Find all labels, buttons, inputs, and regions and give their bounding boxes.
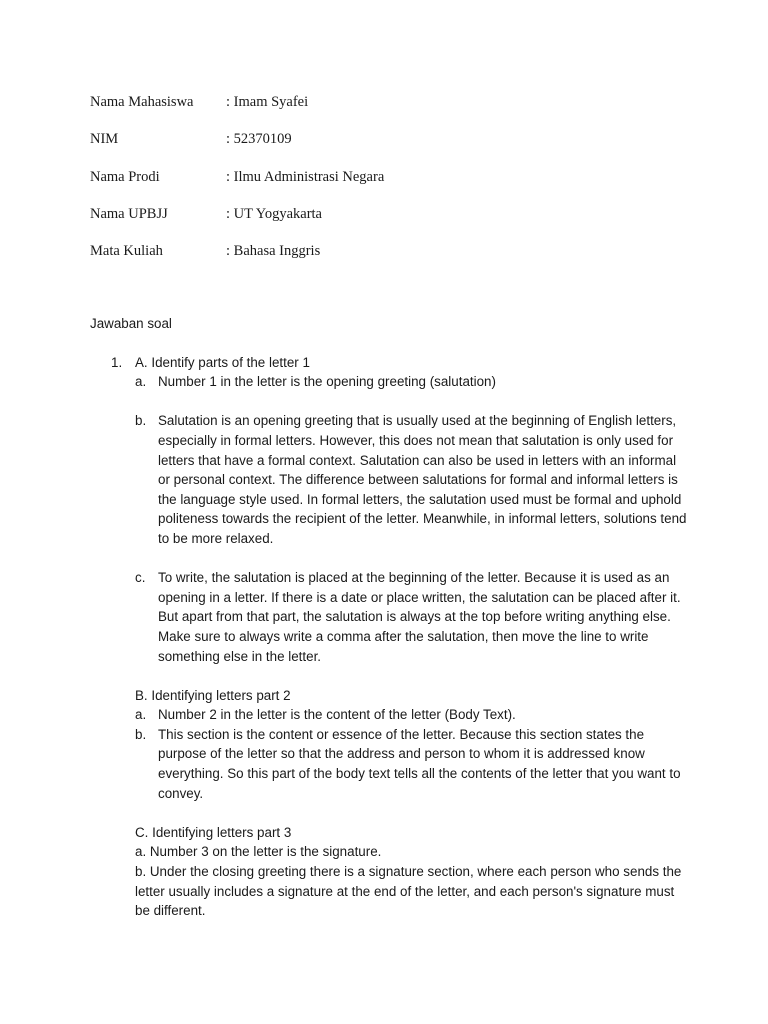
item-letter: c. xyxy=(135,570,146,586)
identity-row-prodi xyxy=(90,166,384,203)
identity-row-name xyxy=(90,91,384,128)
identity-value: : Ilmu Administrasi Negara xyxy=(226,168,385,185)
identity-label: Nama Prodi xyxy=(90,168,160,185)
part-c-item-b: b. Under the closing greeting there is a signature section, where each person who sends the letter usually includes a signature at the end of the letter, and each person's signature must be different. xyxy=(135,864,682,919)
item-letter: a. xyxy=(135,707,147,723)
part-a-title: A. Identify parts of the letter 1 xyxy=(135,354,310,370)
part-b-item-b xyxy=(90,725,690,803)
identity-row-course xyxy=(90,240,384,277)
part-c-title: C. Identifying letters part 3 xyxy=(135,824,292,840)
part-a-item-c xyxy=(90,568,690,666)
part-b-item-a xyxy=(90,705,690,725)
student-identity xyxy=(90,91,384,277)
item-text: To write, the salutation is placed at the beginning of the letter. Because it is used as an opening in a letter. If there is a date or place written, the salutation can be placed after it. But apart from that part, the salutation is always at the top before writing anything else. Make sure to always write a comma after the salutation, then move the line to write something else in the letter. xyxy=(158,570,681,664)
question-1 xyxy=(90,353,690,373)
identity-value: : UT Yogyakarta xyxy=(226,205,322,222)
identity-row-nim xyxy=(90,128,384,165)
identity-value: : 52370109 xyxy=(226,131,292,148)
answers-heading: Jawaban soal xyxy=(90,316,172,331)
part-b-title: B. Identifying letters part 2 xyxy=(135,687,291,703)
part-a-item-a xyxy=(90,372,690,392)
item-text: This section is the content or essence of the letter. Because this section states the purpose of the letter so that the address and person to whom it is addressed know everything. So this part of the body text tells all the contents of the letter that you want to convey. xyxy=(158,726,681,801)
part-c-item-a: a. Number 3 on the letter is the signature. xyxy=(135,844,382,860)
item-text: Salutation is an opening greeting that is usually used at the beginning of English letters, especially in formal letters. However, this does not mean that salutation is only used for letters that have a formal context. Salutation can also be used in letters with an informal or personal context. The difference between salutations for formal and informal letters is the language style used. In formal letters, the salutation used must be formal and uphold politeness towards the recipient of the letter. Meanwhile, in informal letters, solutions tend to be more relaxed. xyxy=(158,413,687,546)
question-number: 1. xyxy=(111,354,123,370)
identity-label: Nama Mahasiswa xyxy=(90,94,194,110)
item-text: Number 1 in the letter is the opening greeting (salutation) xyxy=(158,374,496,390)
identity-value: : Imam Syafei xyxy=(226,94,309,110)
identity-label: NIM xyxy=(90,131,119,148)
item-text: Number 2 in the letter is the content of the letter (Body Text). xyxy=(158,707,516,723)
item-letter: a. xyxy=(135,374,147,390)
item-letter: b. xyxy=(135,726,147,742)
identity-label: Nama UPBJJ xyxy=(90,205,168,222)
part-a-item-b xyxy=(90,411,690,548)
identity-row-upbjj xyxy=(90,203,384,240)
answer-section xyxy=(90,314,690,921)
identity-value: : Bahasa Inggris xyxy=(226,243,321,260)
identity-label: Mata Kuliah xyxy=(90,243,163,260)
item-letter: b. xyxy=(135,413,147,429)
